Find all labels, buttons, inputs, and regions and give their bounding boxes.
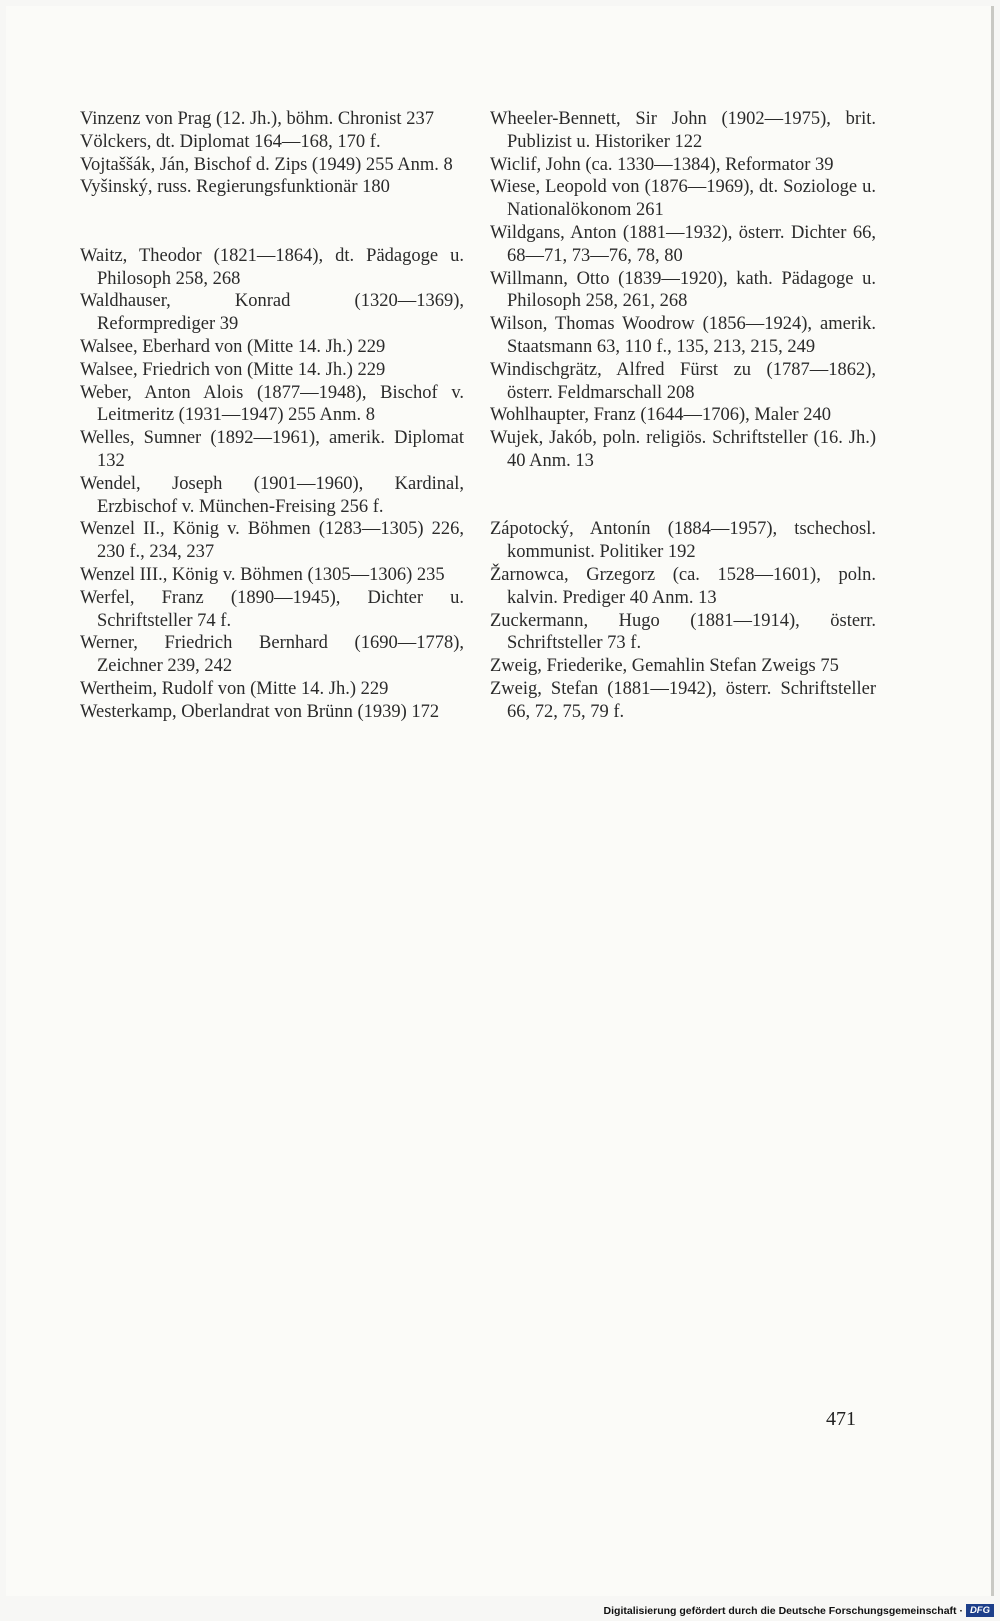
index-entry: Vyšinský, russ. Regierungsfunktionär 180: [80, 177, 390, 198]
index-entry: Walsee, Friedrich von (Mitte 14. Jh.) 229: [80, 359, 386, 380]
index-entry: Zweig, Friederike, Gemahlin Stefan Zweigs 75: [490, 656, 839, 677]
index-column-left: [80, 108, 464, 724]
index-entry: Werner, Friedrich Bernhard (1690—1778), Zeichner 239, 242: [80, 633, 464, 677]
index-entry: Westerkamp, Oberlandrat von Brünn (1939) 172: [80, 701, 440, 722]
index-entry: Wildgans, Anton (1881—1932), österr. Dichter 66, 68—71, 73—76, 78, 80: [490, 222, 876, 266]
index-entry: Vojtaššák, Ján, Bischof d. Zips (1949) 255 Anm. 8: [80, 154, 453, 175]
index-entry: Wheeler-Bennett, Sir John (1902—1975), brit. Publizist u. Historiker 122: [490, 109, 876, 152]
index-entry: Wendel, Joseph (1901—1960), Kardinal, Erzbischof v. München-Freising 256 f.: [80, 473, 464, 517]
index-entry: Werfel, Franz (1890—1945), Dichter u. Schriftsteller 74 f.: [80, 587, 464, 631]
index-entry: Welles, Sumner (1892—1961), amerik. Diplomat 132: [80, 428, 464, 471]
scanned-page: [6, 6, 994, 1596]
index-entry: Völckers, dt. Diplomat 164—168, 170 f.: [80, 131, 381, 152]
index-column-right: [490, 108, 876, 724]
index-entry: Vinzenz von Prag (12. Jh.), böhm. Chronist 237: [80, 109, 434, 129]
index-entry: Wenzel III., König v. Böhmen (1305—1306) 235: [80, 564, 445, 585]
page-number: 471: [826, 1408, 856, 1430]
index-entry: Wiese, Leopold von (1876—1969), dt. Soziologe u. Nationalökonom 261: [490, 177, 876, 221]
index-entry: Wujek, Jakób, poln. religiös. Schriftsteller (16. Jh.) 40 Anm. 13: [490, 428, 876, 471]
index-entry: Wohlhaupter, Franz (1644—1706), Maler 240: [490, 405, 831, 426]
index-entry: Wertheim, Rudolf von (Mitte 14. Jh.) 229: [80, 678, 389, 699]
index-entry: Weber, Anton Alois (1877—1948), Bischof v. Leitmeritz (1931—1947) 255 Anm. 8: [80, 382, 464, 426]
index-entry: Windischgrätz, Alfred Fürst zu (1787—1862), österr. Feldmarschall 208: [490, 359, 876, 403]
index-entry: Willmann, Otto (1839—1920), kath. Pädagoge u. Philosoph 258, 261, 268: [490, 268, 876, 312]
index-entry: Zuckermann, Hugo (1881—1914), österr. Schriftsteller 73 f.: [490, 610, 876, 654]
index-entry: Wenzel II., König v. Böhmen (1283—1305) 226, 230 f., 234, 237: [80, 519, 464, 563]
index-entry: Wilson, Thomas Woodrow (1856—1924), amerik. Staatsmann 63, 110 f., 135, 213, 215, 249: [490, 314, 876, 357]
index-entry: Waitz, Theodor (1821—1864), dt. Pädagoge u. Philosoph 258, 268: [80, 245, 464, 289]
index-entry: Waldhauser, Konrad (1320—1369), Reformprediger 39: [80, 291, 464, 335]
index-entry: Walsee, Eberhard von (Mitte 14. Jh.) 229: [80, 336, 386, 357]
digitization-credit: [604, 1604, 994, 1617]
index-entry: Zweig, Stefan (1881—1942), österr. Schriftsteller 66, 72, 75, 79 f.: [490, 678, 876, 722]
index-entry: Zápotocký, Antonín (1884—1957), tschechosl. kommunist. Politiker 192: [490, 519, 876, 563]
index-entry: Wiclif, John (ca. 1330—1384), Reformator 39: [490, 154, 834, 175]
credit-text: Digitalisierung gefördert durch die Deutsche Forschungsgemeinschaft ·: [603, 1604, 963, 1617]
index-entry: Žarnowca, Grzegorz (ca. 1528—1601), poln. kalvin. Prediger 40 Anm. 13: [490, 564, 876, 608]
dfg-logo: DFG: [966, 1604, 994, 1617]
